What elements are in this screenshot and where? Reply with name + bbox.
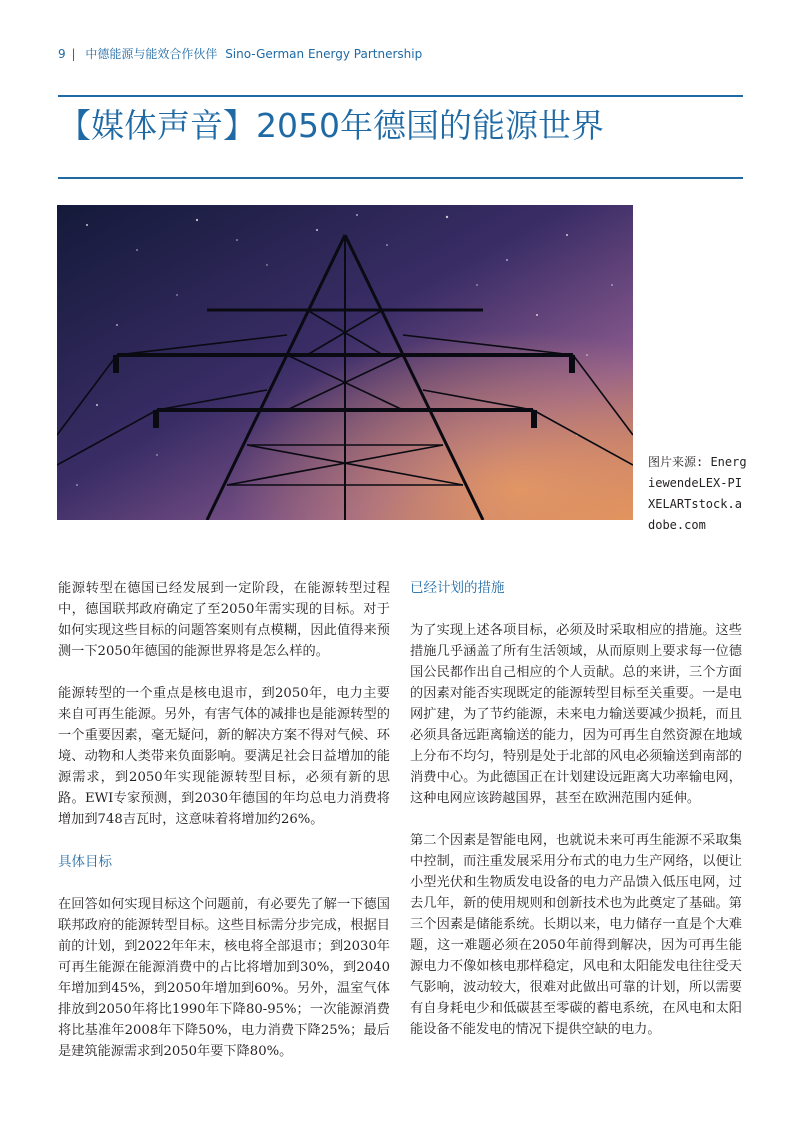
photo-caption: 图片来源: EnergiewendeLEX-PIXELARTstock.adobe.com xyxy=(648,455,747,532)
right-column xyxy=(410,578,742,1040)
power-pylon-photo xyxy=(57,205,633,520)
title-rule xyxy=(58,177,743,179)
left-column xyxy=(58,578,390,1062)
org-name-en: Sino-German Energy Partnership xyxy=(225,47,423,61)
running-header xyxy=(58,45,422,62)
intro-paragraph: 能源转型在德国已经发展到一定阶段，在能源转型过程中，德国联邦政府确定了至2050年需实现的目标。对于如何实现这些目标的问题答案则有点模糊，因此值得来预测一下2050年德国的能源世界将是怎么样的。 xyxy=(58,581,390,659)
section-heading-specific-goals: 具体目标 xyxy=(58,854,112,870)
header-separator: | xyxy=(71,47,76,61)
org-name-cn: 中德能源与能效合作伙伴 xyxy=(85,47,218,61)
header-rule xyxy=(58,95,743,97)
nuclear-exit-paragraph: 能源转型的一个重点是核电退市，到2050年，电力主要来自可再生能源。另外，有害气体的减排也是能源转型的一个重要因素，毫无疑问，新的解决方案不得对气候、环境、动物和人类带来负面影响。要满足社会日益增加的能源需求，到2050年实现能源转型目标，必须有新的思路。EWI专家预测，到2030年德国的年均总电力消费将增加到748吉瓦时，这意味着将增加约26%。 xyxy=(58,686,390,827)
section-heading-planned-measures: 已经计划的措施 xyxy=(410,580,505,596)
page-title: 【媒体声音】2050年德国的能源世界 xyxy=(58,106,604,145)
page-number: 9 xyxy=(58,47,66,61)
smart-grid-paragraph: 第二个因素是智能电网，也就说未来可再生能源不采取集中控制，而注重发展采用分布式的电力生产网络，以便让小型光伏和生物质发电设备的电力产品馈入低压电网，过去几年，新的使用规则和创新技术也为此奠定了基础。第三个因素是储能系统。长期以来，电力储存一直是个大难题，这一难题必须在2050年前得到解决，因为可再生能源电力不像如核电那样稳定，风电和太阳能发电往往受天气影响，波动较大，很难对此做出可靠的计划，所以需要有自身耗电少和低碳甚至零碳的蓄电系统，在风电和太阳能设备不能发电的情况下提供空缺的电力。 xyxy=(410,833,742,1037)
measures-paragraph: 为了实现上述各项目标，必须及时采取相应的措施。这些措施几乎涵盖了所有生活领域，从而原则上要求每一位德国公民都作出自己相应的个人贡献。总的来讲，三个方面的因素对能否实现既定的能源转型目标至关重要。一是电网扩建，为了节约能源，未来电力输送要减少损耗，而且必须具备远距离输送的能力，因为可再生自然资源在地域上分布不均匀，特别是处于北部的风电必须输送到南部的消费中心。为此德国正在计划建设远距离大功率输电网，这种电网应该跨越国界，甚至在欧洲范围内延伸。 xyxy=(410,623,742,806)
goals-paragraph: 在回答如何实现目标这个问题前，有必要先了解一下德国联邦政府的能源转型目标。这些目标需分步完成，根据目前的计划，到2022年年末，核电将全部退市；到2030年可再生能源在能源消费中的占比将增加到30%，到2040年增加到45%，到2050年增加到60%。另外，温室气体排放到2050年将比1990年下降80-95%；一次能源消费将比基准年2008年下降50%，电力消费下降25%；最后是建筑能源需求到2050年要下降80%。 xyxy=(58,897,390,1059)
